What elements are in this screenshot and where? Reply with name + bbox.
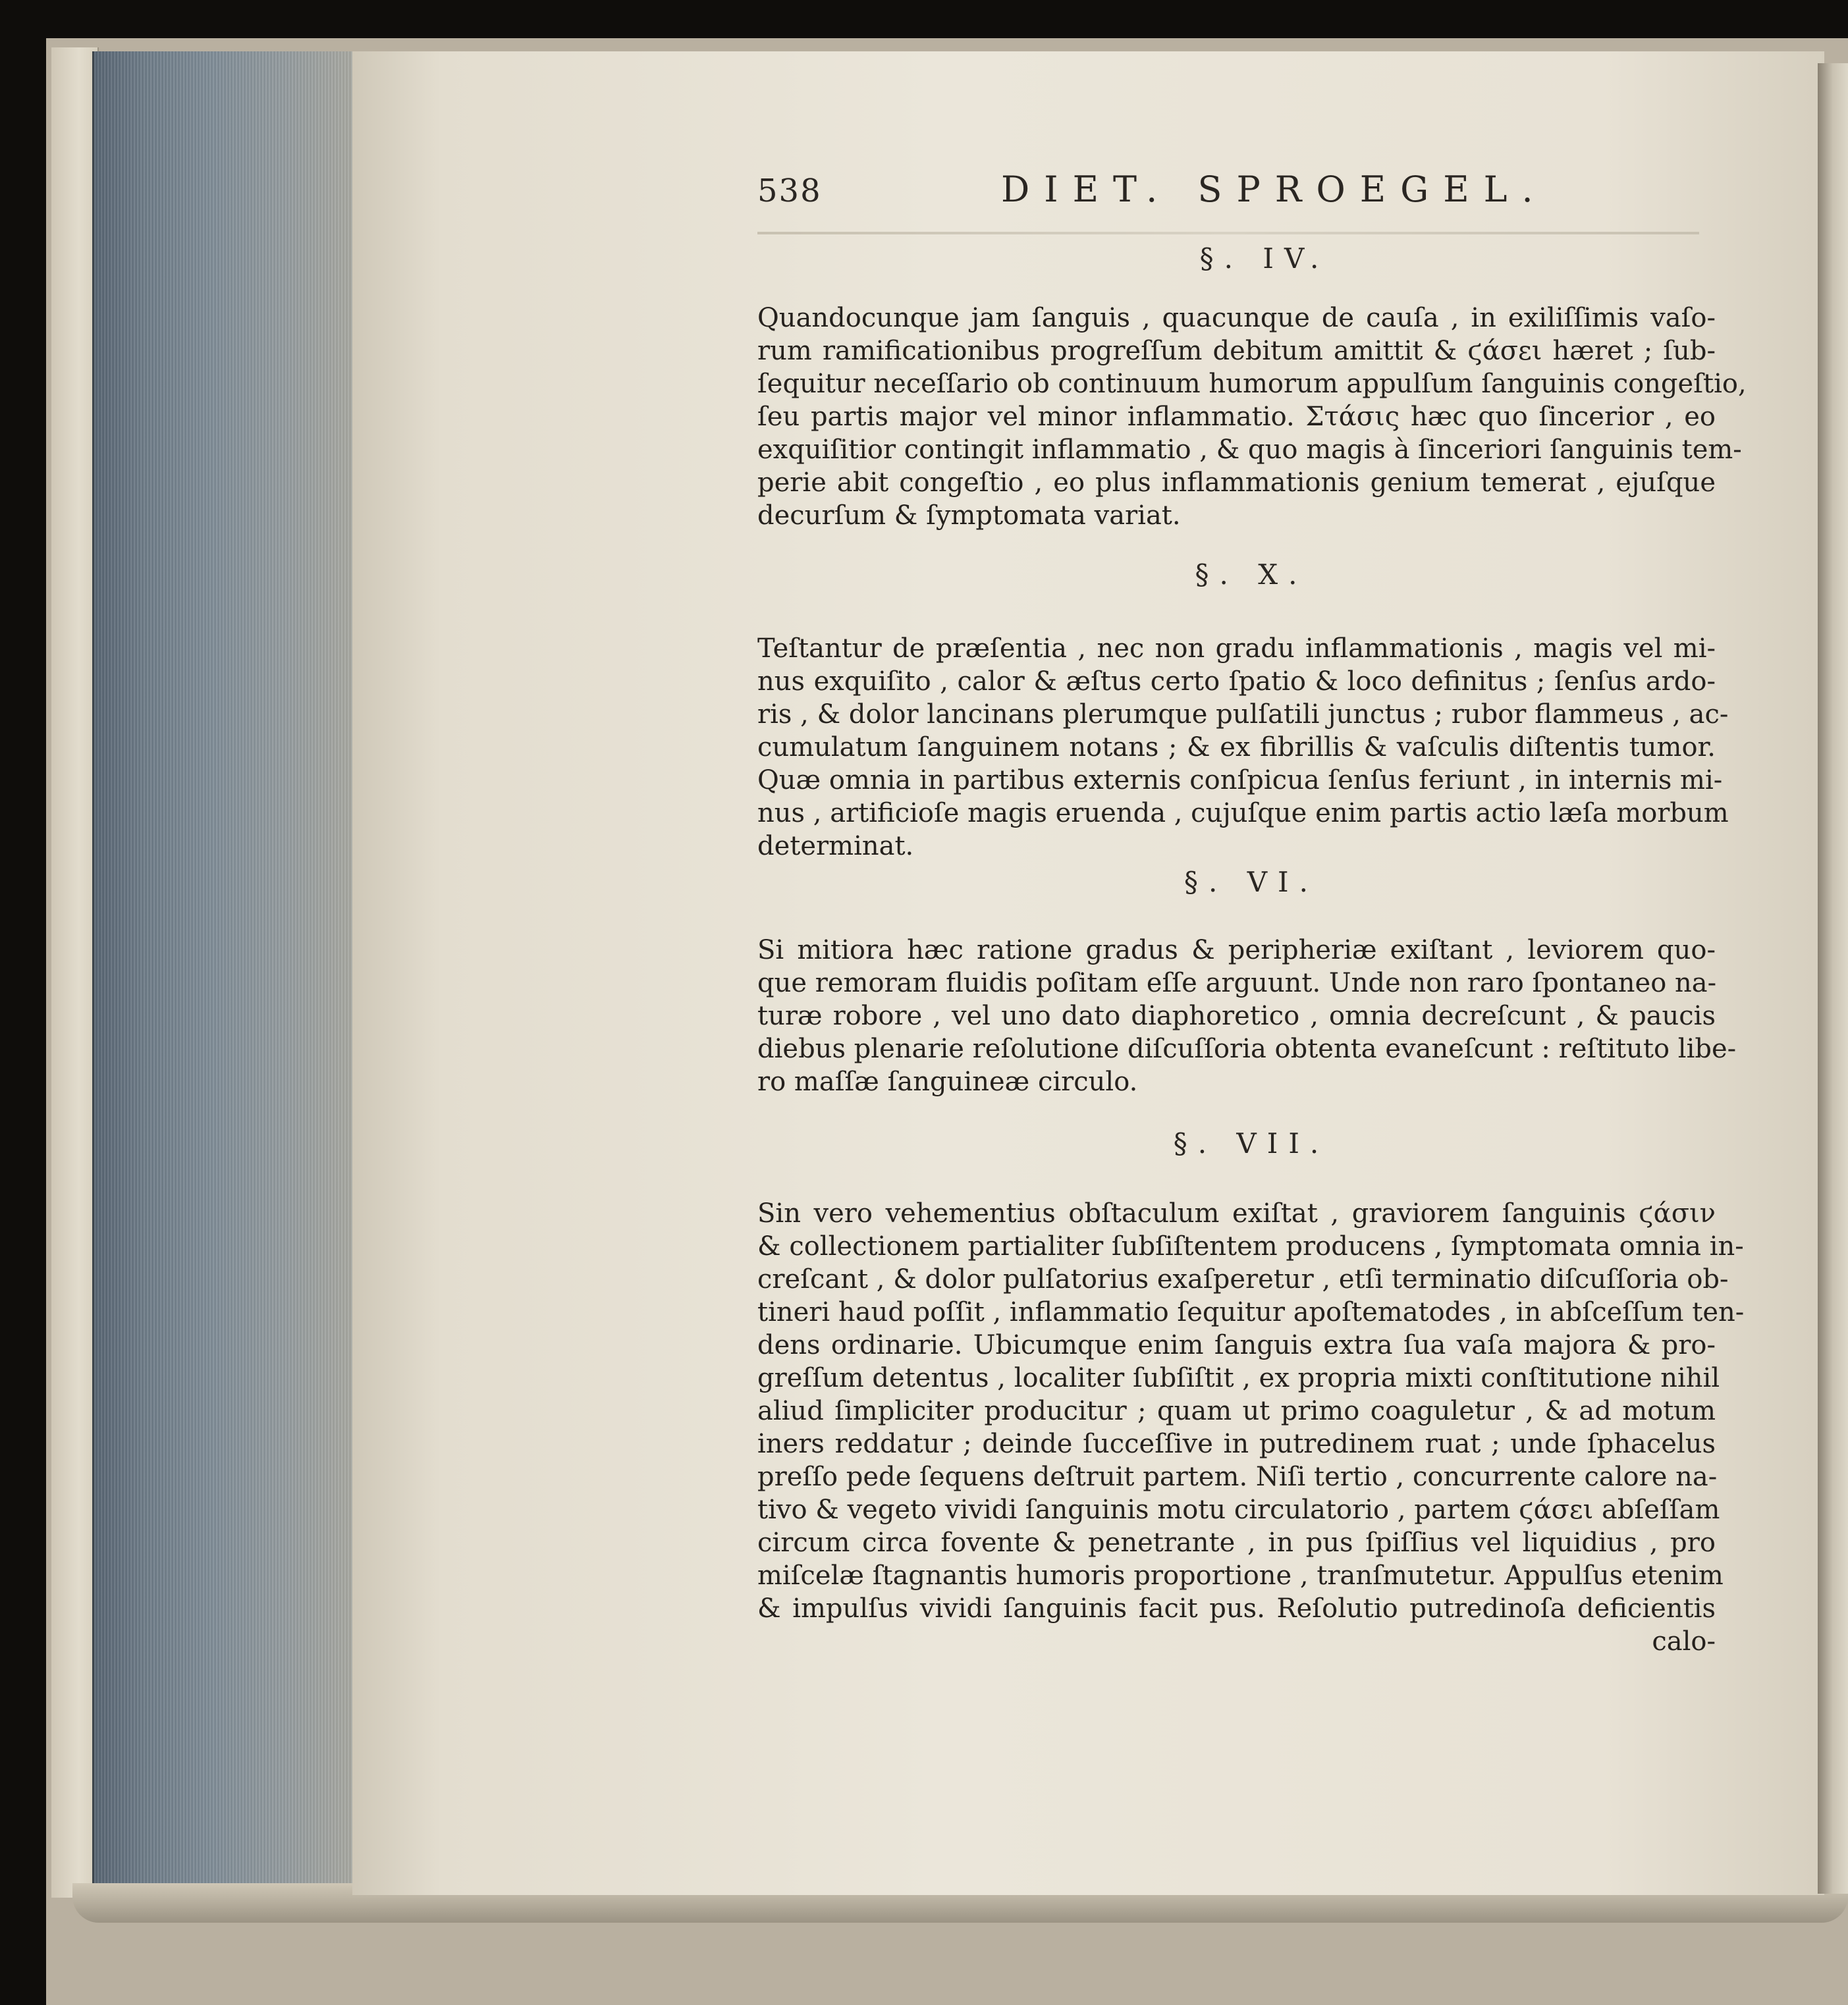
page-stack-edges bbox=[92, 51, 358, 1895]
text-line: que remoram fluidis poſitam eſſe arguunt. Unde non raro ſpontaneo na- bbox=[757, 968, 1717, 998]
text-line: ſequitur neceſſario ob continuum humorum appulſum ſanguinis congeſtio, bbox=[757, 369, 1747, 399]
text-line: greſſum detentus , localiter ſubſiſtit , ex propria mixti conſtitutione nihil bbox=[757, 1363, 1720, 1393]
section-heading: §. VII. bbox=[1173, 1127, 1330, 1160]
text-line: Teſtantur de præſentia , nec non gradu inflammationis , magis vel mi- bbox=[757, 633, 1716, 664]
text-line: & collectionem partialiter ſubſiſtentem producens , ſymptomata omnia in- bbox=[757, 1231, 1744, 1262]
text-line: miſcelæ ſtagnantis humoris proportione , tranſmutetur. Appulſus etenim bbox=[757, 1561, 1724, 1591]
text-line: turæ robore , vel uno dato diaphoretico , omnia decreſcunt , & paucis bbox=[757, 1001, 1716, 1031]
running-title: DIET. SPROEGEL. bbox=[1001, 169, 1548, 210]
text-line: Si mitiora hæc ratione gradus & peripheriæ exiſtant , leviorem quo- bbox=[757, 935, 1716, 965]
text-line: Quandocunque jam ſanguis , quacunque de cauſa , in exiliſſimis vaſo- bbox=[757, 303, 1716, 333]
text-line: nus , artificioſe magis eruenda , cujuſque enim partis actio læſa morbum bbox=[757, 798, 1729, 828]
text-line: & impulſus vividi ſanguinis facit pus. Reſolutio putredinoſa deficientis bbox=[757, 1593, 1716, 1624]
text-line: nus exquiſito , calor & æſtus certo ſpatio & loco definitus ; ſenſus ardo- bbox=[757, 666, 1716, 697]
header-rule bbox=[757, 232, 1699, 234]
text-line: ſeu partis major vel minor inflammatio. Στάσις hæc quo ſincerior , eo bbox=[757, 402, 1716, 432]
text-line: determinat. bbox=[757, 831, 914, 861]
text-line: dens ordinarie. Ubicumque enim ſanguis extra ſua vaſa majora & pro- bbox=[757, 1330, 1716, 1360]
text-line: iners reddatur ; deinde ſucceſſive in putredinem ruat ; unde ſphacelus bbox=[757, 1429, 1716, 1459]
text-line: ris , & dolor lancinans plerumque pulſatili junctus ; rubor flammeus , ac- bbox=[757, 699, 1729, 730]
text-line: Quæ omnia in partibus externis conſpicua ſenſus feriunt , in internis mi- bbox=[757, 765, 1723, 795]
text-line: rum ramificationibus progreſſum debitum amittit & ϛάσει hæret ; ſub- bbox=[757, 336, 1716, 366]
section-heading: §. IV. bbox=[1199, 242, 1330, 275]
text-line: circum circa fovente & penetrante , in pus ſpiſſius vel liquidius , pro bbox=[757, 1528, 1716, 1558]
text-line: exquiſitior contingit inflammatio , & quo magis à ſinceriori ſanguinis tem- bbox=[757, 435, 1742, 465]
text-line: tineri haud poſſit , inflammatio ſequitur apoſtematodes , in abſceſſum ten- bbox=[757, 1297, 1745, 1327]
book-gutter bbox=[1818, 63, 1848, 1894]
page-number: 538 bbox=[757, 173, 822, 209]
text-line: diebus plenarie reſolutione diſcuſſoria obtenta evaneſcunt : reſtituto libe- bbox=[757, 1034, 1737, 1064]
catchword: calo- bbox=[1652, 1626, 1716, 1657]
text-line: preſſo pede ſequens deſtruit partem. Niſi tertio , concurrente calore na- bbox=[757, 1462, 1718, 1492]
text-line: creſcant , & dolor pulſatorius exaſperetur , etſi terminatio diſcuſſoria ob- bbox=[757, 1264, 1729, 1295]
text-line: cumulatum ſanguinem notans ; & ex fibrillis & vaſculis diſtentis tumor. bbox=[757, 732, 1716, 762]
text-line: aliud ſimpliciter producitur ; quam ut primo coaguletur , & ad motum bbox=[757, 1396, 1716, 1426]
text-line: tivo & vegeto vividi ſanguinis motu circulatorio , partem ϛάσει abſeſſam bbox=[757, 1495, 1720, 1525]
text-line: Sin vero vehementius obſtaculum exiſtat , graviorem ſanguinis ϛάσιν bbox=[757, 1198, 1716, 1229]
text-line: decurſum & ſymptomata variat. bbox=[757, 500, 1181, 531]
text-line: perie abit congeſtio , eo plus inflammationis genium temerat , ejuſque bbox=[757, 468, 1716, 498]
section-heading: §. VI. bbox=[1184, 866, 1318, 898]
text-line: ro maſſæ ſanguineæ circulo. bbox=[757, 1067, 1138, 1097]
section-heading: §. X. bbox=[1195, 558, 1308, 591]
